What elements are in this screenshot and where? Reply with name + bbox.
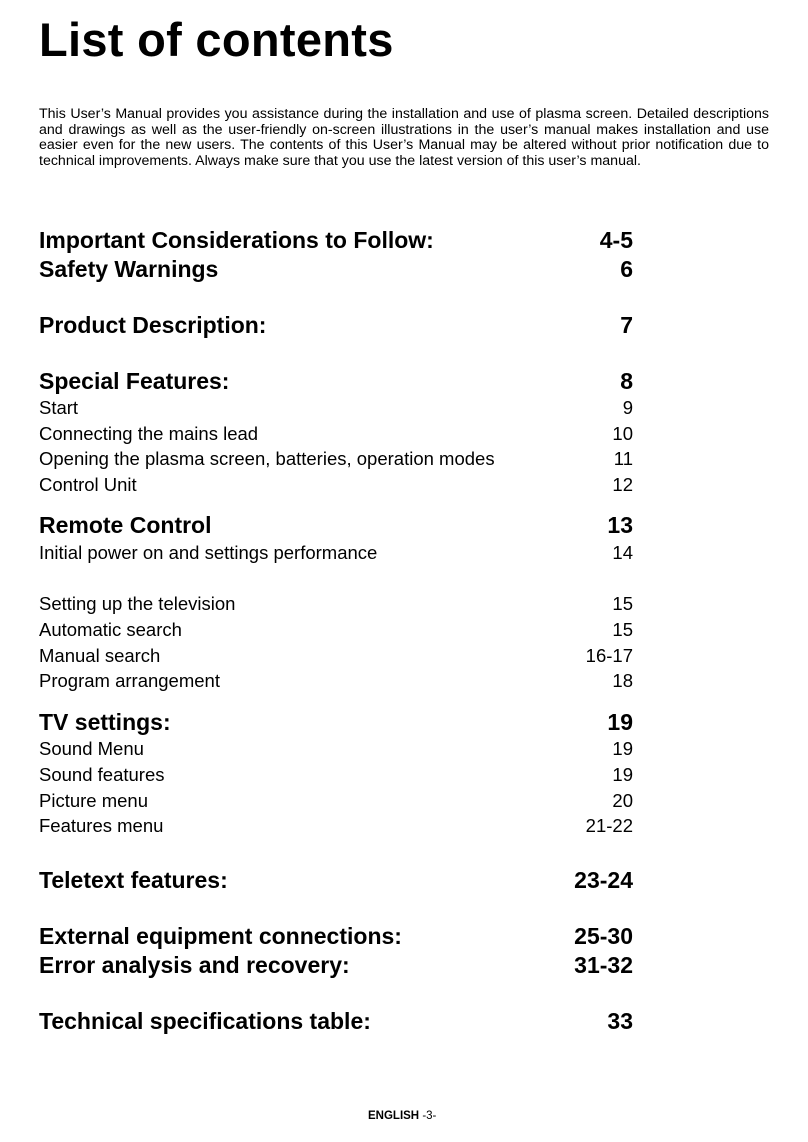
toc-entry-start bbox=[39, 395, 633, 421]
toc-entry-initial-power-on bbox=[39, 540, 633, 566]
toc-page-number: 9 bbox=[622, 397, 633, 418]
toc-entry-label: Remote Control bbox=[39, 512, 212, 539]
toc-entry-control-unit bbox=[39, 472, 633, 498]
table-of-contents bbox=[39, 226, 633, 1035]
toc-page-number: 19 bbox=[612, 738, 633, 760]
toc-entry-label: Special Features: bbox=[39, 367, 230, 394]
intro-paragraph: This User’s Manual provides you assistance during the installation and use of plasma screen. Detailed descriptions and drawings as well as the user-friendly on-screen illustrations in the user’s manual makes installation and use easier even for the new users. The contents of this User’s Manual may be altered without prior notification due to technical improvements. Always make sure that you use the latest version of this user’s manual. bbox=[39, 106, 769, 169]
toc-page-number: 19 bbox=[607, 708, 633, 735]
toc-entry-sound-features bbox=[39, 762, 633, 788]
toc-entry-label: Teletext features: bbox=[39, 867, 228, 894]
toc-entry-label: Sound Menu bbox=[39, 738, 144, 760]
toc-page-number: 14 bbox=[612, 541, 633, 563]
toc-page-number: 18 bbox=[612, 670, 633, 692]
toc-entry-sound-menu bbox=[39, 736, 633, 762]
toc-page-number: 15 bbox=[612, 619, 633, 641]
toc-page-number: 6 bbox=[620, 255, 633, 282]
toc-entry-label: Technical specifications table: bbox=[39, 1007, 371, 1034]
toc-entry-label: Manual search bbox=[39, 644, 161, 666]
toc-page-number: 11 bbox=[613, 448, 633, 470]
toc-entry-teletext-features bbox=[39, 866, 633, 895]
toc-entry-remote-control bbox=[39, 511, 633, 540]
toc-page-number: 8 bbox=[620, 367, 633, 394]
toc-entry-label: Connecting the mains lead bbox=[39, 422, 259, 444]
toc-page-number: 4-5 bbox=[599, 227, 633, 253]
toc-entry-label: Automatic search bbox=[39, 619, 182, 641]
toc-entry-label: Program arrangement bbox=[39, 670, 220, 692]
toc-page-number: 33 bbox=[607, 1007, 633, 1034]
toc-entry-label: Picture menu bbox=[39, 789, 148, 811]
toc-entry-setting-up-tv bbox=[39, 591, 633, 617]
toc-page-number: 19 bbox=[612, 763, 633, 785]
toc-page-number: 7 bbox=[620, 311, 633, 338]
toc-entry-manual-search bbox=[39, 643, 633, 669]
toc-entry-label: Control Unit bbox=[39, 473, 137, 495]
toc-page-number: 20 bbox=[612, 789, 633, 811]
toc-entry-automatic-search bbox=[39, 617, 633, 643]
toc-page-number: 25-30 bbox=[574, 923, 633, 950]
page-footer bbox=[368, 1109, 436, 1123]
toc-entry-label: External equipment connections: bbox=[39, 923, 402, 950]
toc-entry-product-description bbox=[39, 311, 633, 340]
toc-entry-opening-plasma-screen bbox=[39, 446, 633, 472]
page-title: List of contents bbox=[39, 13, 394, 66]
toc-page-number: 13 bbox=[607, 512, 633, 539]
toc-entry-safety-warnings bbox=[39, 255, 633, 284]
toc-entry-label: Important Considerations to Follow: bbox=[39, 227, 434, 253]
toc-entry-label: Safety Warnings bbox=[39, 255, 219, 282]
toc-entry-label: Sound features bbox=[39, 763, 165, 785]
toc-entry-label: Product Description: bbox=[39, 311, 267, 338]
toc-entry-program-arrangement bbox=[39, 668, 633, 694]
toc-entry-label: Initial power on and settings performance bbox=[39, 541, 378, 563]
toc-page-number: 21-22 bbox=[585, 815, 633, 837]
toc-entry-error-analysis bbox=[39, 951, 633, 980]
toc-entry-label: Opening the plasma screen, batteries, operation modes bbox=[39, 448, 495, 470]
toc-entry-label: Start bbox=[39, 397, 79, 418]
footer-page-number: -3- bbox=[419, 1110, 437, 1122]
toc-entry-technical-specifications bbox=[39, 1007, 633, 1036]
toc-page-number: 23-24 bbox=[574, 867, 633, 894]
toc-page-number: 31-32 bbox=[574, 951, 633, 978]
toc-entry-tv-settings bbox=[39, 708, 633, 737]
toc-page-number: 10 bbox=[612, 422, 633, 444]
toc-entry-label: TV settings: bbox=[39, 708, 171, 735]
toc-entry-label: Features menu bbox=[39, 815, 164, 837]
toc-entry-special-features bbox=[39, 367, 633, 396]
toc-page-number: 16-17 bbox=[585, 644, 633, 666]
toc-entry-label: Error analysis and recovery: bbox=[39, 951, 350, 978]
toc-page-number: 12 bbox=[612, 473, 633, 495]
toc-entry-label: Setting up the television bbox=[39, 593, 236, 615]
toc-entry-mains-lead bbox=[39, 421, 633, 447]
toc-entry-features-menu bbox=[39, 813, 633, 839]
toc-entry-external-equipment bbox=[39, 922, 633, 951]
toc-page-number: 15 bbox=[612, 593, 633, 615]
toc-entry-picture-menu bbox=[39, 788, 633, 814]
footer-language: ENGLISH bbox=[368, 1110, 420, 1122]
toc-entry-important-considerations bbox=[39, 226, 633, 255]
